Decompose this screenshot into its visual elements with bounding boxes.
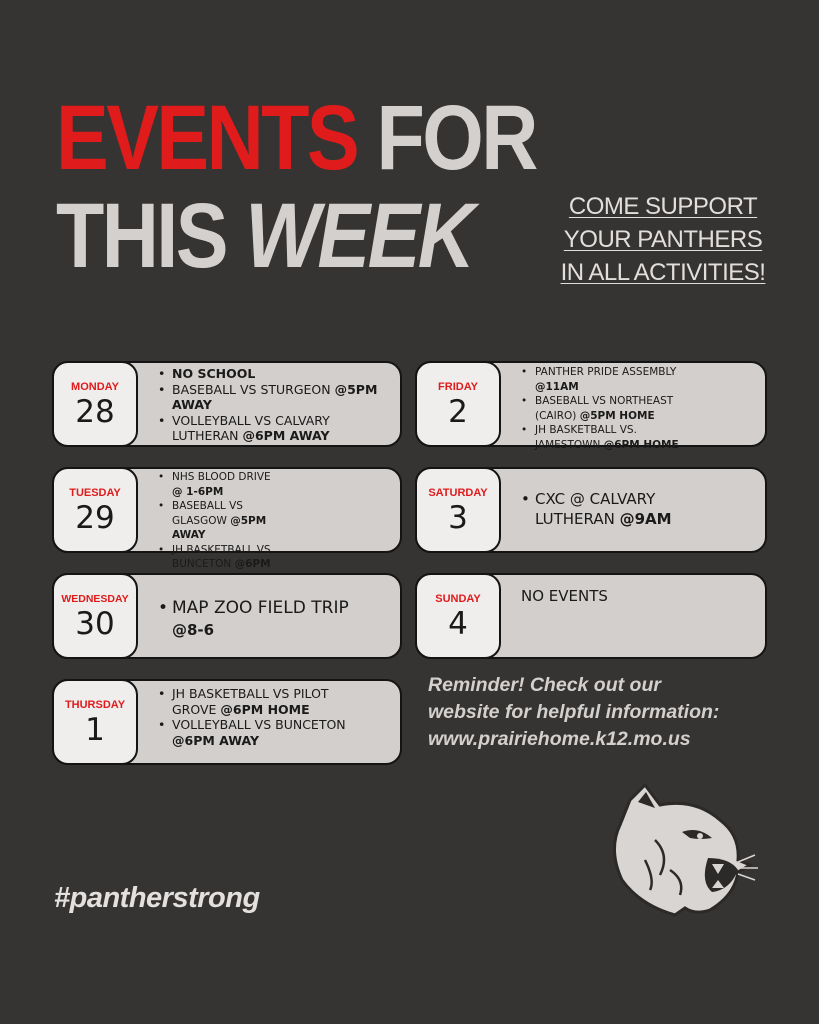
day-name: SUNDAY xyxy=(435,593,481,605)
day-name: THURSDAY xyxy=(64,699,126,711)
no-events-label: NO EVENTS xyxy=(521,587,608,605)
day-number: 3 xyxy=(448,500,468,536)
support-line: COME SUPPORT xyxy=(568,193,758,220)
event-list xyxy=(158,597,392,653)
event-item: • BASEBALL VS STURGEON @5PM AWAY xyxy=(158,382,392,413)
event-item: • BASEBALL VS NORTHEAST (CAIRO) @5PM HOME xyxy=(521,394,697,423)
event-item: • MAP ZOO FIELD TRIP @8-6 xyxy=(158,597,372,641)
day-card-wednesday xyxy=(52,573,402,659)
title-this: THIS xyxy=(56,185,226,287)
day-card-monday xyxy=(52,361,402,447)
support-line: IN ALL ACTIVITIES! xyxy=(560,259,766,286)
day-badge xyxy=(52,361,138,447)
event-item: • JH BASKETBALL VS. JAMESTOWN @6PM HOME xyxy=(521,423,697,452)
event-item: • JH BASKETBALL VS PILOT GROVE @6PM HOME xyxy=(158,686,372,717)
event-item: • NO SCHOOL xyxy=(158,366,392,382)
title-for: FOR xyxy=(376,87,536,189)
event-item: • VOLLEYBALL VS BUNCETON @6PM AWAY xyxy=(158,717,372,748)
day-name: TUESDAY xyxy=(69,487,121,499)
day-name: MONDAY xyxy=(71,381,119,393)
day-card-friday xyxy=(415,361,767,451)
day-card-sunday xyxy=(415,573,767,659)
title-events: EVENTS xyxy=(56,87,358,189)
event-list xyxy=(158,686,392,759)
day-badge xyxy=(415,573,501,659)
hashtag: #pantherstrong xyxy=(54,882,260,914)
event-item: • CXC @ CALVARY LUTHERAN @9AM xyxy=(521,489,677,529)
day-badge xyxy=(52,679,138,765)
panther-head-icon xyxy=(600,780,760,920)
event-list xyxy=(521,365,757,451)
event-item: • VOLLEYBALL VS CALVARY LUTHERAN @6PM AWAY xyxy=(158,413,392,444)
reminder-text xyxy=(428,672,788,753)
day-card-saturday xyxy=(415,467,767,553)
day-card-thursday xyxy=(52,679,402,765)
event-list xyxy=(158,366,392,441)
day-name: WEDNESDAY xyxy=(61,593,129,605)
day-card-tuesday xyxy=(52,467,402,570)
day-badge xyxy=(415,361,501,447)
event-item: • BASEBALL VS GLASGOW @5PM AWAY xyxy=(158,499,272,543)
day-name: FRIDAY xyxy=(438,381,478,393)
support-message xyxy=(548,190,778,289)
title-week: WEEK xyxy=(245,185,473,287)
event-item: • JH BASKETBALL VS BUNCETON @6PM xyxy=(158,543,272,587)
website-link[interactable]: www.prairiehome.k12.mo.us xyxy=(428,728,691,750)
day-badge xyxy=(415,467,501,553)
day-badge xyxy=(52,573,138,659)
event-list xyxy=(521,489,757,547)
day-number: 4 xyxy=(448,606,468,642)
reminder-line: Reminder! Check out our xyxy=(428,674,661,696)
title-line-1 xyxy=(56,87,536,189)
day-name: SATURDAY xyxy=(428,487,488,499)
reminder-line: website for helpful information: xyxy=(428,701,720,723)
day-number: 29 xyxy=(75,500,115,536)
event-item: • NHS BLOOD DRIVE @ 1-6PM xyxy=(158,470,272,499)
day-number: 1 xyxy=(85,712,105,748)
title-line-2 xyxy=(56,185,473,287)
day-number: 28 xyxy=(75,394,115,430)
event-item: • PANTHER PRIDE ASSEMBLY @11AM xyxy=(521,365,697,394)
day-number: 30 xyxy=(75,606,115,642)
support-line: YOUR PANTHERS xyxy=(563,226,763,253)
day-number: 2 xyxy=(448,394,468,430)
event-list xyxy=(158,470,392,570)
day-badge xyxy=(52,467,138,553)
